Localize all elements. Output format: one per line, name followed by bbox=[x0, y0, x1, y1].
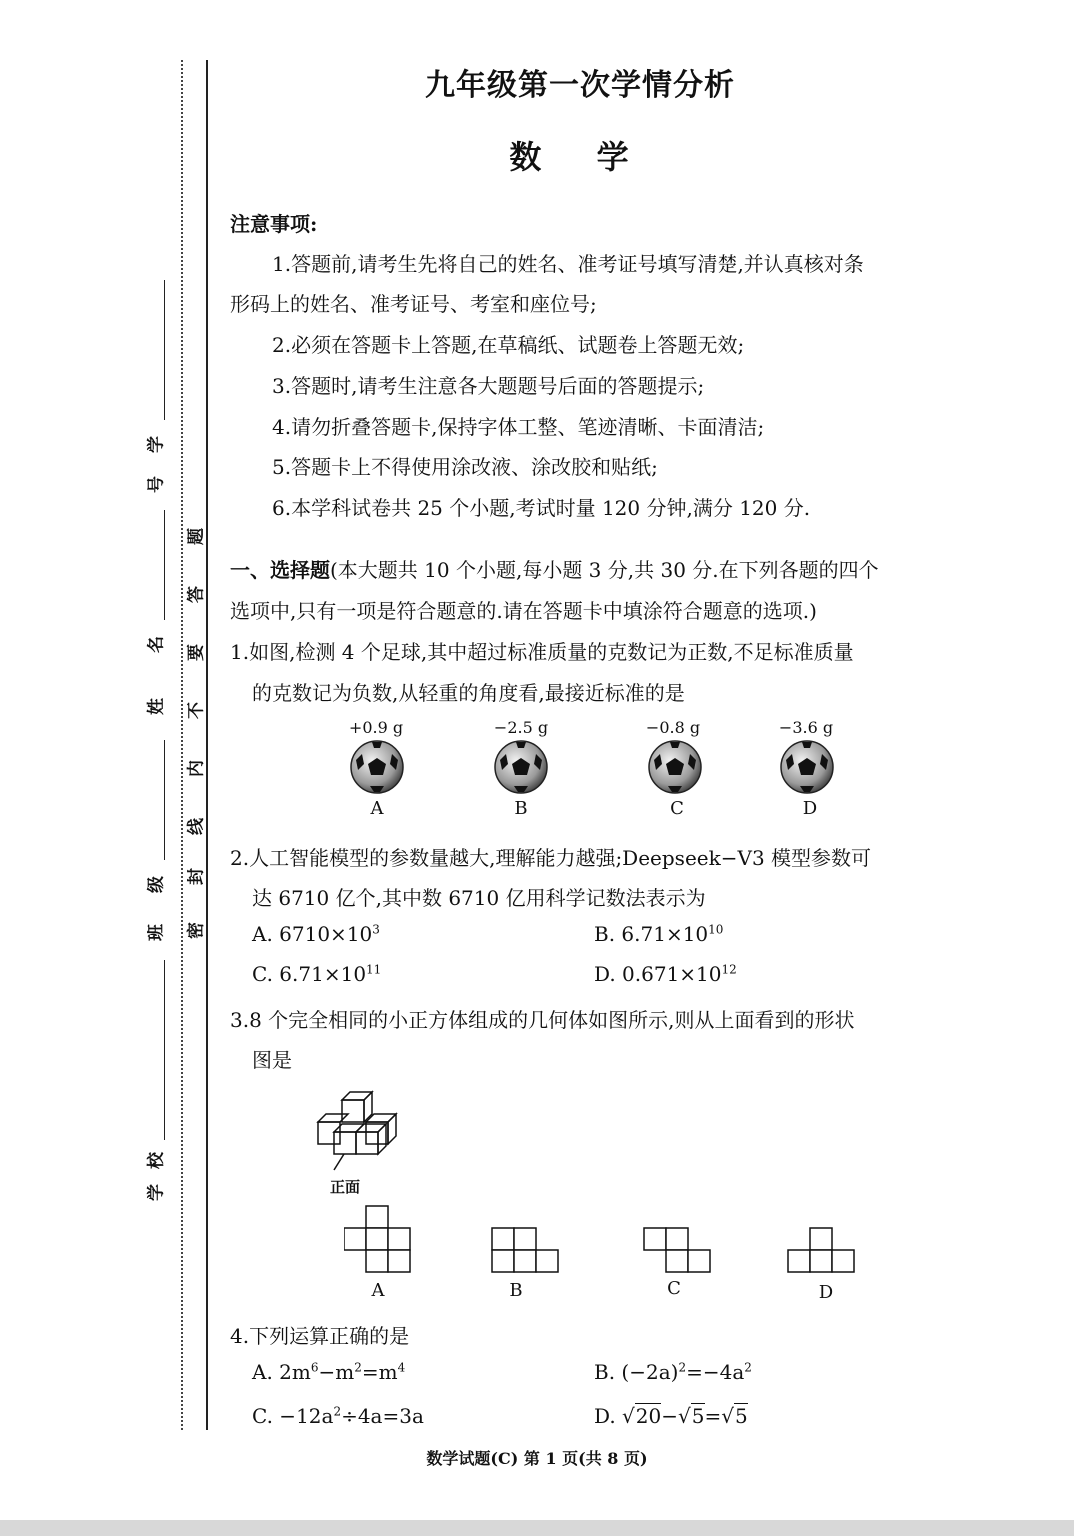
label-school-1: 学 bbox=[146, 1184, 167, 1201]
q2-option-c[interactable]: C. $6.71\times 10^{11}$ bbox=[252, 962, 382, 986]
q3-option-a-label[interactable]: A bbox=[371, 1280, 385, 1301]
seal-char-5: 内 bbox=[186, 760, 207, 777]
q4-option-a[interactable]: A. $2m^6-m^2=m^4$ bbox=[252, 1360, 406, 1384]
seal-char-8: 密 bbox=[186, 922, 207, 939]
class-field[interactable] bbox=[164, 740, 165, 860]
q4-text: 4.下列运算正确的是 bbox=[230, 1324, 410, 1348]
q2-option-b[interactable]: B. $6.71\times 10^{10}$ bbox=[594, 922, 724, 946]
ball-c-label: C bbox=[670, 798, 684, 819]
ball-c-weight: −0.8 g bbox=[645, 718, 701, 737]
option-a-top-view-figure bbox=[344, 1204, 414, 1274]
ball-b-weight: −2.5 g bbox=[493, 718, 549, 737]
note-line-2: 2.必须在答题卡上答题,在草稿纸、试题卷上答题无效; bbox=[272, 333, 745, 357]
seal-char-2: 答 bbox=[186, 586, 207, 603]
q2-text-1: 2.人工智能模型的参数量越大,理解能力越强;Deepseek−V3 模型参数可 bbox=[230, 846, 872, 870]
q1-text-1: 1.如图,检测 4 个足球,其中超过标准质量的克数记为正数,不足标准质量 bbox=[230, 640, 854, 664]
soccer-ball-icon bbox=[780, 740, 834, 794]
seal-char-3: 要 bbox=[186, 644, 207, 661]
soccer-ball-icon bbox=[350, 740, 404, 794]
soccer-ball-icon bbox=[494, 740, 548, 794]
note-line-1b: 形码上的姓名、准考证号、考室和座位号; bbox=[230, 292, 597, 316]
q2-text-2: 达 6710 亿个,其中数 6710 亿用科学记数法表示为 bbox=[252, 886, 706, 910]
q2-option-a[interactable]: A. $6710\times 10^3$ bbox=[252, 922, 380, 946]
section1-heading: 一、选择题 bbox=[230, 558, 330, 582]
option-b-top-view-figure bbox=[490, 1226, 560, 1274]
cut-line-dashed bbox=[181, 60, 183, 1430]
q3-option-d-label[interactable]: D bbox=[818, 1282, 834, 1303]
label-name-2: 名 bbox=[146, 636, 167, 653]
notes-heading: 注意事项: bbox=[230, 212, 318, 236]
label-class-1: 班 bbox=[146, 924, 167, 941]
front-view-label: 正面 bbox=[330, 1178, 361, 1196]
bottom-scroll-bar bbox=[0, 1520, 1074, 1536]
ball-b-label: B bbox=[514, 798, 528, 819]
option-d-top-view-figure bbox=[786, 1226, 856, 1274]
q2-option-d[interactable]: D. $0.671\times 10^{12}$ bbox=[594, 962, 737, 986]
note-line-3: 3.答题时,请考生注意各大题题号后面的答题提示; bbox=[272, 374, 705, 398]
seal-char-1: 题 bbox=[186, 528, 207, 545]
school-field[interactable] bbox=[164, 960, 165, 1140]
section1-intro bbox=[230, 554, 879, 583]
cube-solid-figure bbox=[310, 1084, 410, 1174]
cut-line-solid bbox=[206, 60, 208, 1430]
ball-a-label: A bbox=[370, 798, 384, 819]
note-line-6: 6.本学科试卷共 25 个小题,考试时量 120 分钟,满分 120 分. bbox=[272, 496, 811, 520]
section1-desc-1: (本大题共 10 个小题,每小题 3 分,共 30 分.在下列各题的四个 bbox=[330, 558, 879, 582]
note-line-1: 1.答题前,请考生先将自己的姓名、准考证号填写清楚,并认真核对条 bbox=[272, 252, 864, 276]
option-c-top-view-figure bbox=[642, 1226, 712, 1274]
student-id-field[interactable] bbox=[164, 280, 165, 420]
seal-char-6: 线 bbox=[186, 818, 207, 835]
q4-option-b[interactable]: B. $(-2a)^2=-4a^2$ bbox=[594, 1360, 752, 1384]
label-school-2: 校 bbox=[146, 1152, 167, 1169]
ball-d-weight: −3.6 g bbox=[778, 718, 834, 737]
label-student-id-1: 学 bbox=[146, 436, 167, 453]
seal-char-7: 封 bbox=[186, 868, 207, 885]
seal-char-4: 不 bbox=[186, 702, 207, 719]
section1-desc-2: 选项中,只有一项是符合题意的.请在答题卡中填涂符合题意的选项.) bbox=[230, 599, 817, 623]
q3-text-2: 图是 bbox=[252, 1048, 292, 1072]
note-line-5: 5.答题卡上不得使用涂改液、涂改胶和贴纸; bbox=[272, 455, 658, 479]
q3-option-c-label[interactable]: C bbox=[667, 1278, 681, 1299]
label-student-id-2: 号 bbox=[146, 476, 167, 493]
label-name-1: 姓 bbox=[146, 698, 167, 715]
ball-d-label: D bbox=[802, 798, 818, 819]
q3-option-b-label[interactable]: B bbox=[509, 1280, 523, 1301]
name-field[interactable] bbox=[164, 510, 165, 620]
subject-title: 数 学 bbox=[509, 138, 651, 176]
q1-text-2: 的克数记为负数,从轻重的角度看,最接近标准的是 bbox=[252, 681, 685, 705]
q4-option-c[interactable]: C. $-12a^2\div 4a=3a$ bbox=[252, 1404, 424, 1428]
q4-option-d[interactable]: D. √20−√5=√5 bbox=[594, 1404, 748, 1428]
exam-title: 九年级第一次学情分析 bbox=[425, 68, 735, 103]
note-line-4: 4.请勿折叠答题卡,保持字体工整、笔迹清晰、卡面清洁; bbox=[272, 415, 765, 439]
page-footer: 数学试题(C) 第 1 页(共 8 页) bbox=[426, 1449, 648, 1468]
soccer-ball-icon bbox=[648, 740, 702, 794]
label-class-2: 级 bbox=[146, 876, 167, 893]
q3-text-1: 3.8 个完全相同的小正方体组成的几何体如图所示,则从上面看到的形状 bbox=[230, 1008, 855, 1032]
ball-a-weight: +0.9 g bbox=[348, 718, 404, 737]
